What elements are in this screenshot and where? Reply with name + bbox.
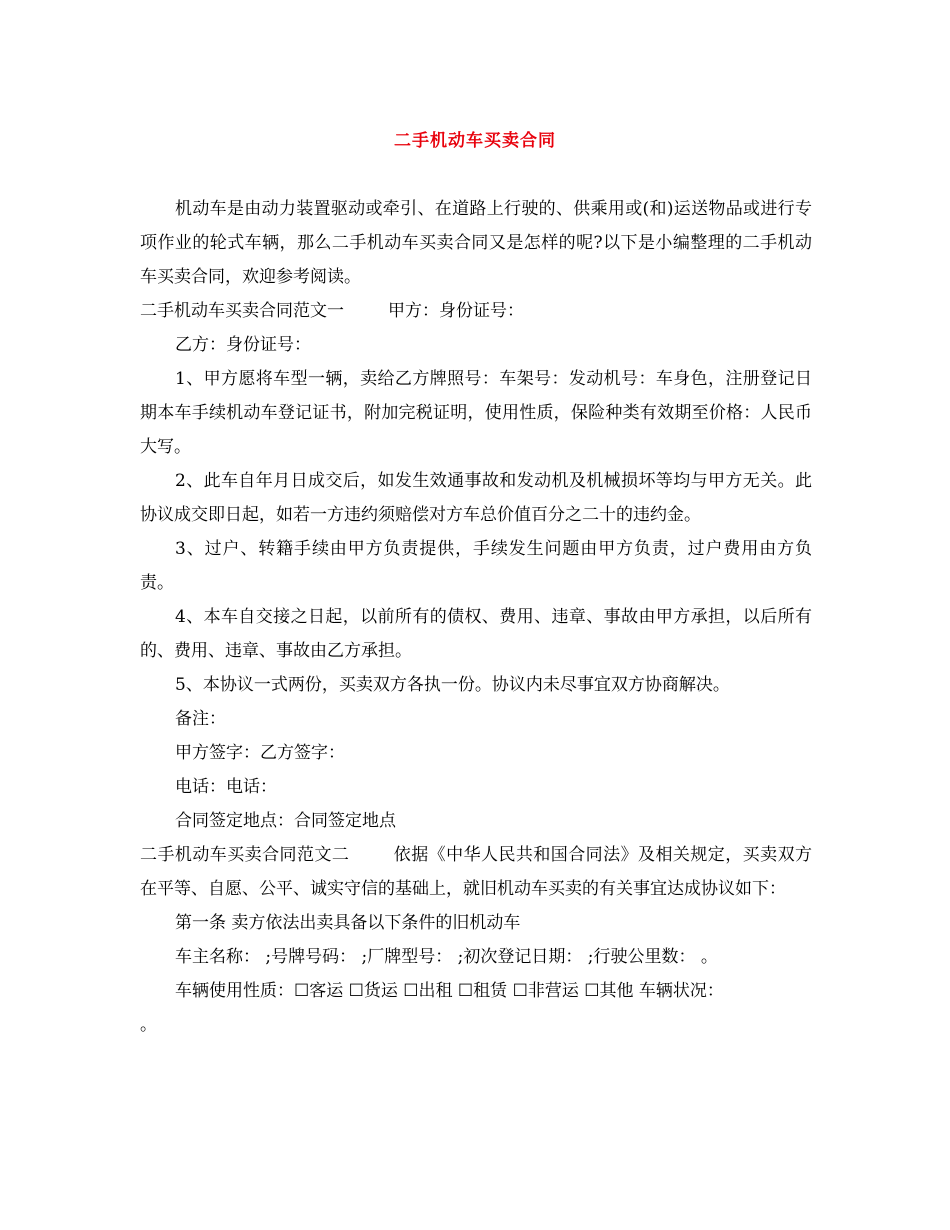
party-a-line: 甲方：身份证号： xyxy=(388,301,524,321)
clause-4: 4、本车自交接之日起，以前所有的债权、费用、违章、事故由甲方承担，以后所有的、费用、违章、事故由乙方承担。 xyxy=(140,607,812,661)
sample2-heading: 二手机动车买卖合同范文二 xyxy=(140,845,350,865)
article-1: 第一条 卖方依法出卖具备以下条件的旧机动车 xyxy=(175,913,521,933)
trailing-mark: 。 xyxy=(140,1015,157,1035)
intro-paragraph: 机动车是由动力装置驱动或牵引、在道路上行驶的、供乘用或(和)运送物品或进行专项作业的轮式车辆，那么二手机动车买卖合同又是怎样的呢?以下是小编整理的二手机动车买卖合同，欢迎参考阅读。 xyxy=(140,199,812,287)
clause-2: 2、此车自年月日成交后，如发生效通事故和发动机及机械损坏等均与甲方无关。此协议成交即日起，如若一方违约须赔偿对方车总价值百分之二十的违约金。 xyxy=(140,471,812,525)
clause-3: 3、过户、转籍手续由甲方负责提供，手续发生问题由甲方负责，过户费用由方负责。 xyxy=(140,539,812,593)
document-body xyxy=(140,192,812,1042)
clause-5: 5、本协议一式两份，买卖双方各执一份。协议内未尽事宜双方协商解决。 xyxy=(175,675,730,695)
sample2-paragraph xyxy=(140,838,812,906)
phone-line: 电话：电话： xyxy=(175,777,277,797)
clause-1: 1、甲方愿将车型一辆，卖给乙方牌照号：车架号：发动机号：车身色，注册登记日期本车手续机动车登记证书，附加完税证明，使用性质，保险种类有效期至价格：人民币大写。 xyxy=(140,369,812,457)
party-b-line: 乙方：身份证号： xyxy=(175,335,311,355)
signing-place-line: 合同签定地点：合同签定地点 xyxy=(175,811,396,831)
note-line: 备注： xyxy=(175,709,226,729)
owner-info-line: 车主名称： ;号牌号码： ;厂牌型号： ;初次登记日期： ;行驶公里数： 。 xyxy=(175,947,718,967)
sample1-heading: 二手机动车买卖合同范文一 xyxy=(140,301,344,321)
document-title: 二手机动车买卖合同 xyxy=(394,131,556,151)
sample2-preamble: 依据《中华人民共和国合同法》及相关规定，买卖双方在平等、自愿、公平、诚实守信的基础上，就旧机动车买卖的有关事宜达成协议如下： xyxy=(140,845,813,899)
sample1-heading-line xyxy=(140,294,812,328)
usage-line: 车辆使用性质：☐客运 ☐货运 ☐出租 ☐租赁 ☐非营运 ☐其他 车辆状况： xyxy=(175,981,724,1001)
signature-line: 甲方签字：乙方签字： xyxy=(175,743,345,763)
